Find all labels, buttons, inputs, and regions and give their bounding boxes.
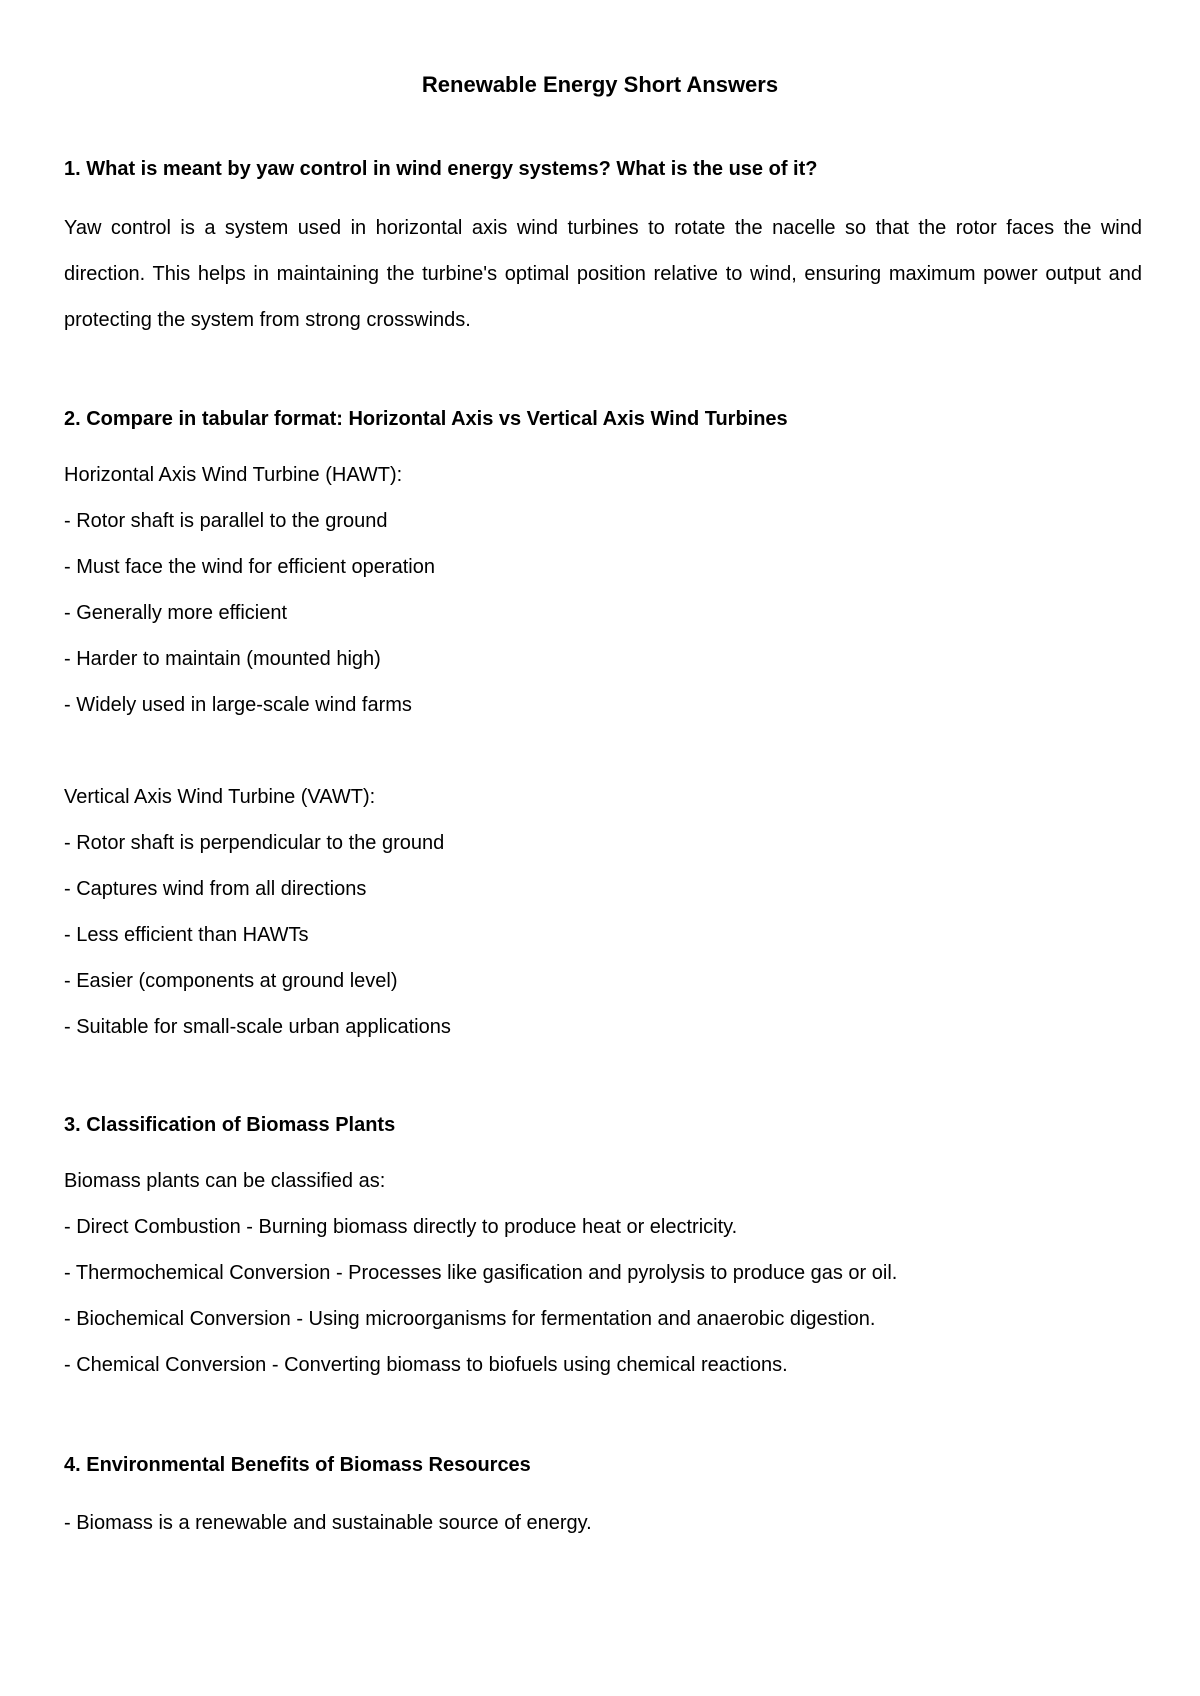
hawt-item: - Generally more efficient: [64, 602, 288, 624]
biomass-item: - Chemical Conversion - Converting biomass to biofuels using chemical reactions.: [64, 1354, 788, 1376]
vawt-item: - Easier (components at ground level): [64, 970, 398, 992]
document-title: Renewable Energy Short Answers: [421, 72, 779, 97]
biomass-item: - Direct Combustion - Burning biomass directly to produce heat or electricity.: [64, 1216, 738, 1238]
hawt-item: - Must face the wind for efficient operation: [64, 556, 435, 578]
vawt-item: - Rotor shaft is perpendicular to the ground: [64, 832, 445, 854]
vawt-item: - Less efficient than HAWTs: [64, 924, 309, 946]
benefit-item: - Biomass is a renewable and sustainable source of energy.: [64, 1512, 592, 1534]
hawt-item: - Harder to maintain (mounted high): [64, 648, 381, 670]
hawt-label: Horizontal Axis Wind Turbine (HAWT):: [64, 464, 403, 486]
section-4-heading: 4. Environmental Benefits of Biomass Resources: [64, 1454, 531, 1476]
section-1-heading: 1. What is meant by yaw control in wind energy systems? What is the use of it?: [64, 158, 818, 180]
hawt-item: - Rotor shaft is parallel to the ground: [64, 510, 388, 532]
hawt-item: - Widely used in large-scale wind farms: [64, 694, 412, 716]
section-2-heading: 2. Compare in tabular format: Horizontal Axis vs Vertical Axis Wind Turbines: [64, 408, 788, 430]
section-1-paragraph: Yaw control is a system used in horizontal axis wind turbines to rotate the nacelle so that the rotor faces the wind direction. This helps in maintaining the turbine's optimal position relative to wind, ensuring maximum power output and protecting the system from strong crosswinds.: [64, 217, 1142, 331]
vawt-label: Vertical Axis Wind Turbine (VAWT):: [64, 786, 376, 808]
vawt-item: - Captures wind from all directions: [64, 878, 367, 900]
biomass-item: - Thermochemical Conversion - Processes like gasification and pyrolysis to produce gas or oil.: [64, 1262, 898, 1284]
biomass-intro: Biomass plants can be classified as:: [64, 1170, 386, 1192]
biomass-item: - Biochemical Conversion - Using microorganisms for fermentation and anaerobic digestion.: [64, 1308, 876, 1330]
section-3-heading: 3. Classification of Biomass Plants: [64, 1114, 396, 1136]
vawt-item: - Suitable for small-scale urban applications: [64, 1016, 451, 1038]
